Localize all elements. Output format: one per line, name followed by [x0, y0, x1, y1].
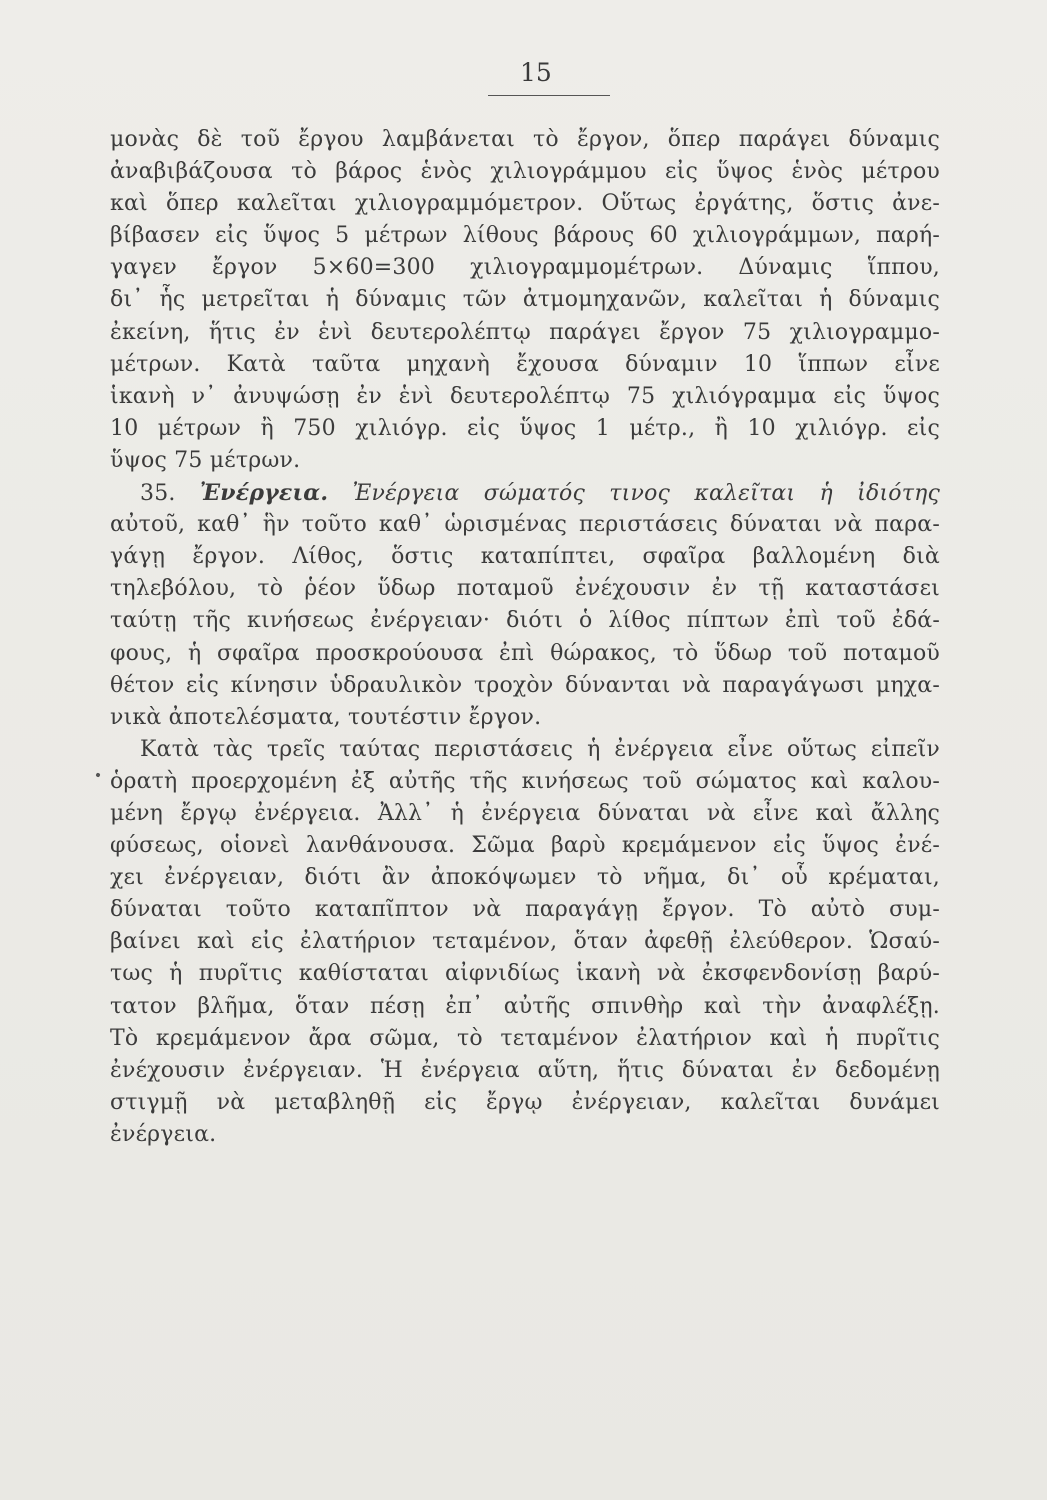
page-number: 15	[520, 58, 552, 87]
section-first-line: Ἐνέργεια σώματός τινος καλεῖται ἡ ἰδιότης	[352, 481, 940, 507]
text-line: χει ἐνέργειαν, διότι ἂν ἀποκόψωμεν τὸ νῆμα, δι᾽ οὗ κρέμαται,	[110, 865, 940, 891]
text-line: τατον βλῆμα, ὅταν πέσῃ ἐπ᾽ αὐτῆς σπινθὴρ καὶ τὴν ἀναφλέξῃ.	[110, 993, 940, 1019]
text-line: μένη ἔργῳ ἐνέργεια. Ἀλλ᾽ ἡ ἐνέργεια δύναται νὰ εἶνε καὶ ἄλλης	[110, 800, 940, 826]
text-line: στιγμῇ νὰ μεταβληθῇ εἰς ἔργῳ ἐνέργειαν, καλεῖται δυνάμει	[110, 1089, 940, 1115]
text-line: βίβασεν εἰς ὕψος 5 μέτρων λίθους βάρους 60 χιλιογράμμων, παρή-	[110, 223, 940, 249]
text-line: αὐτοῦ, καθ᾽ ἣν τοῦτο καθ᾽ ὡρισμένας περιστάσεις δύναται νὰ παρα-	[110, 512, 940, 538]
section-title: Ἐνέργεια.	[199, 480, 329, 507]
section-heading-line	[110, 477, 940, 509]
text-line: ἱκανὴ ν᾽ ἀνυψώσῃ ἐν ἑνὶ δευτερολέπτῳ 75 χιλιόγραμμα εἰς ὕψος	[110, 383, 940, 409]
text-line: νικὰ ἀποτελέσματα, τουτέστιν ἔργον.	[110, 704, 542, 730]
text-line: ἐνέχουσιν ἐνέργειαν. Ἡ ἐνέργεια αὕτη, ἥτις δύναται ἐν δεδομένῃ	[110, 1057, 940, 1083]
text-line: γαγεν ἔργον 5×60=300 χιλιογραμμομέτρων. Δύναμις ἵππου,	[110, 255, 940, 281]
text-line: φύσεως, οἱονεὶ λανθάνουσα. Σῶμα βαρὺ κρεμάμενον εἰς ὕψος ἐνέ-	[110, 833, 940, 859]
text-line: δι᾽ ἧς μετρεῖται ἡ δύναμις τῶν ἀτμομηχανῶν, καλεῖται ἡ δύναμις	[110, 287, 940, 313]
text-line: θέτον εἰς κίνησιν ὑδραυλικὸν τροχὸν δύνανται νὰ παραγάγωσι μηχα-	[110, 672, 940, 698]
text-line: μονὰς δὲ τοῦ ἔργου λαμβάνεται τὸ ἔργον, ὅπερ παράγει δύναμις	[110, 127, 940, 152]
text-line: ὁρατὴ προερχομένη ἐξ αὐτῆς τῆς κινήσεως τοῦ σώματος καὶ καλου-	[110, 768, 940, 794]
body-text	[110, 124, 940, 1151]
text-line: ἐνέργεια.	[110, 1121, 217, 1147]
text-line: φους, ἡ σφαῖρα προσκρούουσα ἐπὶ θώρακος, τὸ ὕδωρ τοῦ ποταμοῦ	[110, 640, 940, 666]
text-line: δύναται τοῦτο καταπῖπτον νὰ παραγάγῃ ἔργον. Τὸ αὐτὸ συμ-	[110, 897, 940, 923]
text-line: γάγῃ ἔργον. Λίθος, ὅστις καταπίπτει, σφαῖρα βαλλομένη διὰ	[110, 544, 940, 570]
text-line: τως ἡ πυρῖτις καθίσταται αἰφνιδίως ἱκανὴ νὰ ἐκσφενδονίσῃ βαρύ-	[110, 961, 940, 987]
text-line: ὕψος 75 μέτρων.	[110, 447, 301, 473]
text-line: Κατὰ τὰς τρεῖς ταύτας περιστάσεις ἡ ἐνέργεια εἶνε οὕτως εἰπεῖν	[140, 736, 940, 762]
text-line: ἀναβιβάζουσα τὸ βάρος ἑνὸς χιλιογράμμου εἰς ὕψος ἑνὸς μέτρου	[110, 159, 940, 185]
text-line: 10 μέτρων ἢ 750 χιλιόγρ. εἰς ὕψος 1 μέτρ., ἢ 10 χιλιόγρ. εἰς	[110, 415, 940, 441]
text-line: βαίνει καὶ εἰς ἐλατήριον τεταμένον, ὅταν ἀφεθῇ ἐλεύθερον. Ὡσαύ-	[110, 929, 940, 955]
text-line: ἐκείνη, ἥτις ἐν ἑνὶ δευτερολέπτῳ παράγει ἔργον 75 χιλιογραμμο-	[110, 319, 940, 345]
page-number-rule	[488, 95, 610, 96]
text-line: Τὸ κρεμάμενον ἄρα σῶμα, τὸ τεταμένον ἐλατήριον καὶ ἡ πυρῖτις	[110, 1025, 940, 1051]
text-line: καὶ ὅπερ καλεῖται χιλιογραμμόμετρον. Οὕτως ἐργάτης, ὅστις ἀνε-	[110, 191, 940, 217]
text-line: ταύτῃ τῆς κινήσεως ἐνέργειαν· διότι ὁ λίθος πίπτων ἐπὶ τοῦ ἐδά-	[110, 608, 940, 634]
text-line: μέτρων. Κατὰ ταῦτα μηχανὴ ἔχουσα δύναμιν 10 ἵππων εἶνε	[110, 351, 940, 377]
text-line: τηλεβόλου, τὸ ῥέον ὕδωρ ποταμοῦ ἐνέχουσιν ἐν τῇ καταστάσει	[110, 576, 940, 602]
ink-speck	[95, 772, 100, 777]
section-number: 35.	[140, 481, 176, 507]
